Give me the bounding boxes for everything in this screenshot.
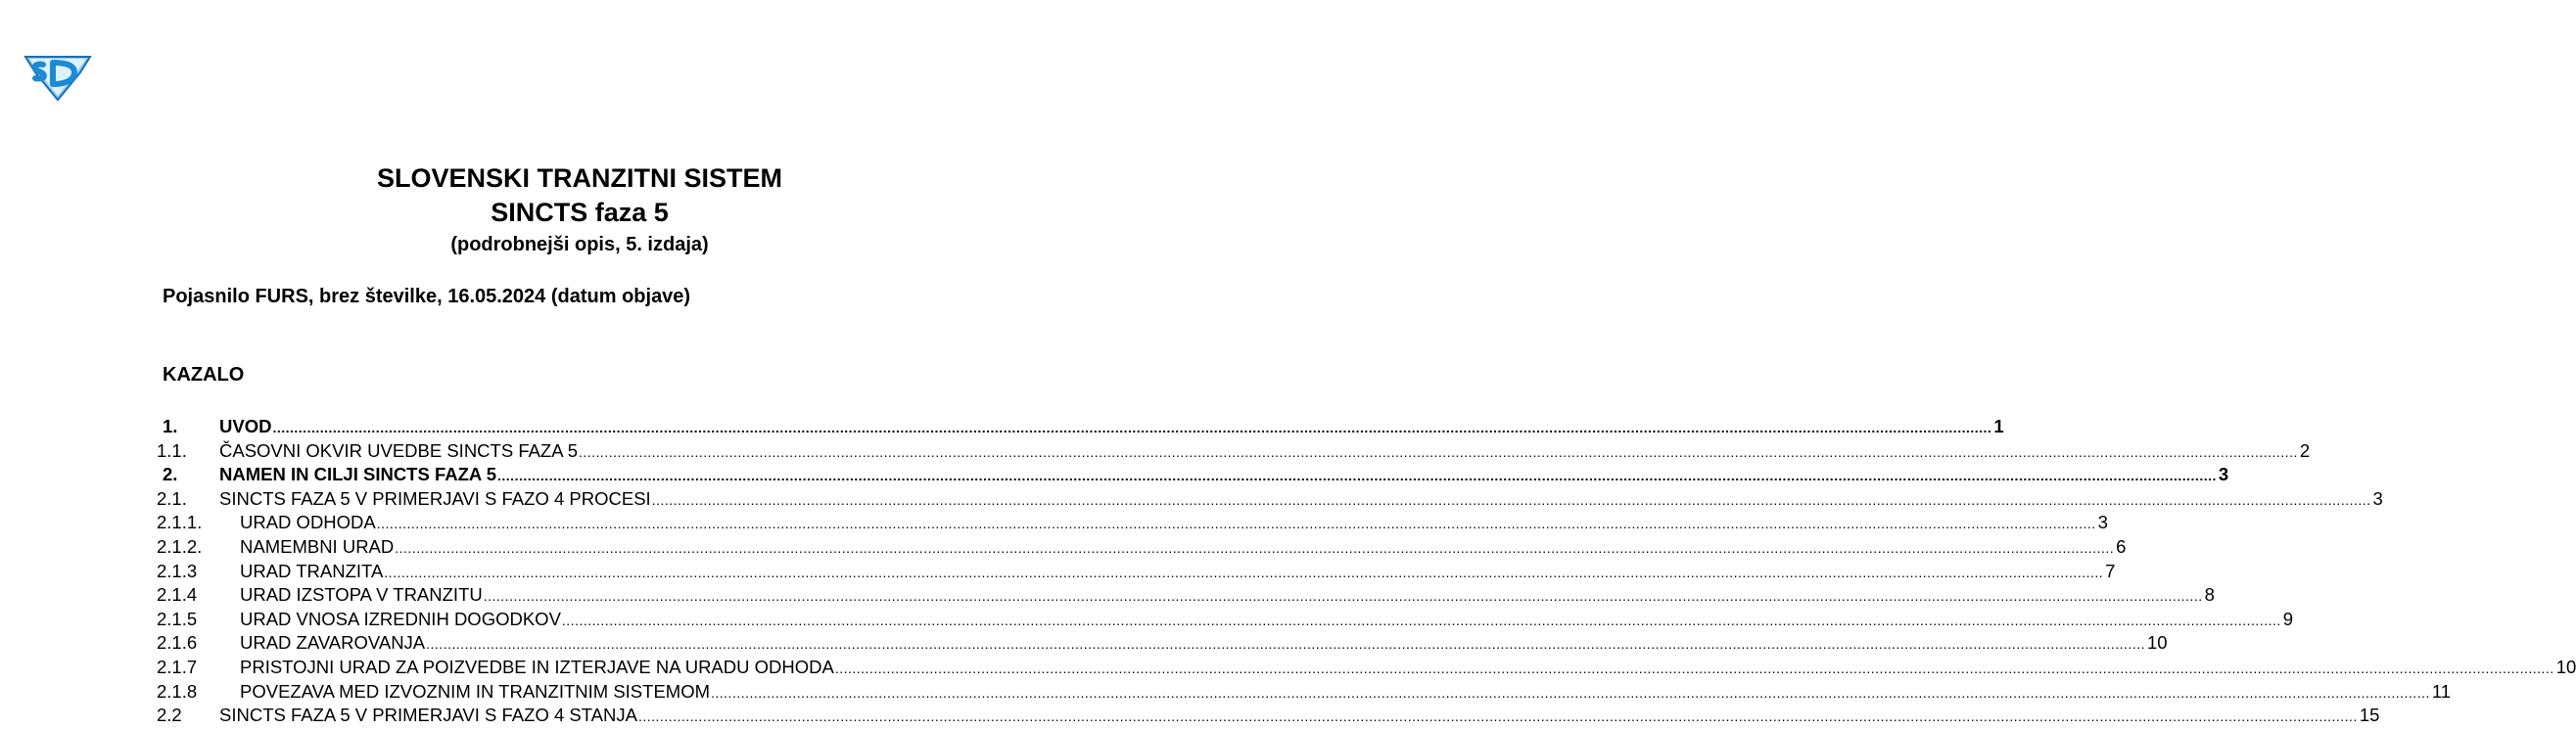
toc-entry[interactable]: [157, 439, 2311, 464]
toc-dot-leader: ................................................................................................................................................................................................................................................................................................................................................................................................................: [834, 660, 2554, 676]
toc-entry-body: [240, 535, 2127, 561]
toc-entry-title: ČASOVNI OKVIR UVEDBE SINCTS FAZA 5: [219, 439, 578, 461]
toc-entry-body: [240, 608, 2294, 633]
document-title: SLOVENSKI TRANZITNI SISTEM: [376, 163, 783, 193]
toc-entry-number: 2.1.4: [157, 584, 198, 606]
toc-entry-title: URAD VNOSA IZREDNIH DOGODKOV: [240, 608, 561, 629]
toc-entry-body: [240, 511, 2108, 536]
toc-entry-body: [219, 704, 2380, 729]
toc-dot-leader: ................................................................................................................................................................................................................................................................................................................................................................................................................: [426, 636, 2145, 653]
toc-entry-body: [219, 463, 2229, 488]
toc-entry-title: UVOD: [219, 416, 272, 436]
toc-entry-number: 2.: [163, 464, 178, 485]
toc-entry-body: [240, 560, 2116, 585]
toc-entry-page: 10: [2555, 656, 2576, 677]
toc-entry-title: SINCTS FAZA 5 V PRIMERJAVI S FAZO 4 PROCESI: [219, 487, 651, 509]
toc-entry-body: [219, 415, 2004, 440]
toc-entry-number: 2.1.3: [157, 560, 198, 581]
toc-entry-page: 2: [2299, 439, 2311, 461]
toc-entry-body: [219, 439, 2311, 465]
toc-entry[interactable]: [157, 631, 2168, 656]
toc-entry-title: POVEZAVA MED IZVOZNIM IN TRANZITNIM SISTEMOM: [240, 680, 710, 702]
toc-dot-leader: ................................................................................................................................................................................................................................................................................................................................................................................................................: [384, 564, 2104, 580]
toc-entry-page: 9: [2282, 608, 2294, 629]
toc-dot-leader: ................................................................................................................................................................................................................................................................................................................................................................................................................: [637, 708, 2358, 725]
toc-entry-number: 1.: [163, 416, 178, 436]
document-subtitle: Pojasnilo FURS, brez številke, 16.05.2024 (datum objave): [163, 286, 691, 307]
toc-entry-number: 2.1.7: [157, 656, 198, 677]
toc-entry-page: 1: [1993, 416, 2004, 436]
toc-entry[interactable]: [157, 415, 2004, 439]
toc-entry[interactable]: [157, 560, 2116, 584]
toc-entry-page: 8: [2204, 584, 2215, 606]
toc-entry-title: NAMEMBNI URAD: [240, 535, 395, 557]
toc-entry-body: [219, 487, 2383, 513]
toc-entry-title: URAD ZAVAROVANJA: [240, 632, 426, 654]
document-edition: (podrobnejši opis, 5. izdaja): [450, 234, 709, 255]
toc-dot-leader: ................................................................................................................................................................................................................................................................................................................................................................................................................: [483, 588, 2203, 605]
toc-entry-page: 3: [2218, 464, 2229, 485]
toc-entry-page: 10: [2147, 632, 2168, 654]
sd-logo-icon: [22, 47, 94, 102]
toc-entry[interactable]: [157, 487, 2383, 512]
toc-entry-page: 6: [2116, 535, 2127, 557]
toc-entry-number: 2.1.: [157, 487, 187, 509]
toc-entry-number: 2.1.6: [157, 632, 198, 654]
toc-dot-leader: ................................................................................................................................................................................................................................................................................................................................................................................................................: [272, 420, 1992, 435]
toc-heading: KAZALO: [163, 364, 245, 386]
toc-entry-number: 2.1.5: [157, 608, 198, 629]
toc-entry[interactable]: [157, 583, 2215, 608]
toc-entry-number: 2.1.2.: [157, 535, 203, 557]
toc-entry-page: 3: [2372, 487, 2383, 509]
toc-entry-title: URAD IZSTOPA V TRANZITU: [240, 584, 483, 606]
document-title-phase: SINCTS faza 5: [491, 198, 669, 227]
toc-dot-leader: ................................................................................................................................................................................................................................................................................................................................................................................................................: [395, 539, 2115, 556]
toc-dot-leader: ................................................................................................................................................................................................................................................................................................................................................................................................................: [651, 491, 2371, 508]
toc-entry-body: [240, 583, 2215, 609]
toc-entry[interactable]: [157, 656, 2576, 680]
toc-entry-body: [240, 656, 2576, 681]
toc-dot-leader: ................................................................................................................................................................................................................................................................................................................................................................................................................: [561, 612, 2281, 628]
toc-entry-body: [240, 680, 2452, 706]
toc-entry-number: 1.1.: [157, 439, 187, 461]
toc-entry[interactable]: [157, 704, 2380, 728]
toc-dot-leader: ................................................................................................................................................................................................................................................................................................................................................................................................................: [578, 443, 2298, 460]
toc-entry-title: PRISTOJNI URAD ZA POIZVEDBE IN IZTERJAVE NA URADU ODHODA: [240, 656, 834, 677]
toc-entry-title: SINCTS FAZA 5 V PRIMERJAVI S FAZO 4 STANJA: [219, 705, 637, 726]
toc-entry-page: 11: [2431, 680, 2452, 702]
table-of-contents: [157, 415, 2576, 728]
toc-dot-leader: ................................................................................................................................................................................................................................................................................................................................................................................................................: [711, 684, 2430, 701]
toc-entry-number: 2.1.1.: [157, 512, 203, 533]
toc-entry[interactable]: [157, 608, 2294, 632]
toc-entry[interactable]: [157, 680, 2452, 705]
toc-entry-number: 2.1.8: [157, 680, 198, 702]
toc-dot-leader: ................................................................................................................................................................................................................................................................................................................................................................................................................: [497, 468, 2217, 484]
toc-entry-page: 7: [2105, 560, 2116, 581]
toc-entry[interactable]: [157, 511, 2108, 535]
toc-entry-page: 15: [2359, 705, 2380, 726]
toc-entry-title: URAD TRANZITA: [240, 560, 384, 581]
toc-entry-title: NAMEN IN CILJI SINCTS FAZA 5: [219, 464, 497, 485]
toc-dot-leader: ................................................................................................................................................................................................................................................................................................................................................................................................................: [376, 516, 2096, 532]
toc-entry-title: URAD ODHODA: [240, 512, 376, 533]
toc-entry-body: [240, 631, 2168, 657]
toc-entry-number: 2.2: [157, 705, 182, 726]
toc-entry-page: 3: [2097, 512, 2108, 533]
toc-entry[interactable]: [157, 463, 2229, 487]
toc-entry[interactable]: [157, 535, 2127, 560]
